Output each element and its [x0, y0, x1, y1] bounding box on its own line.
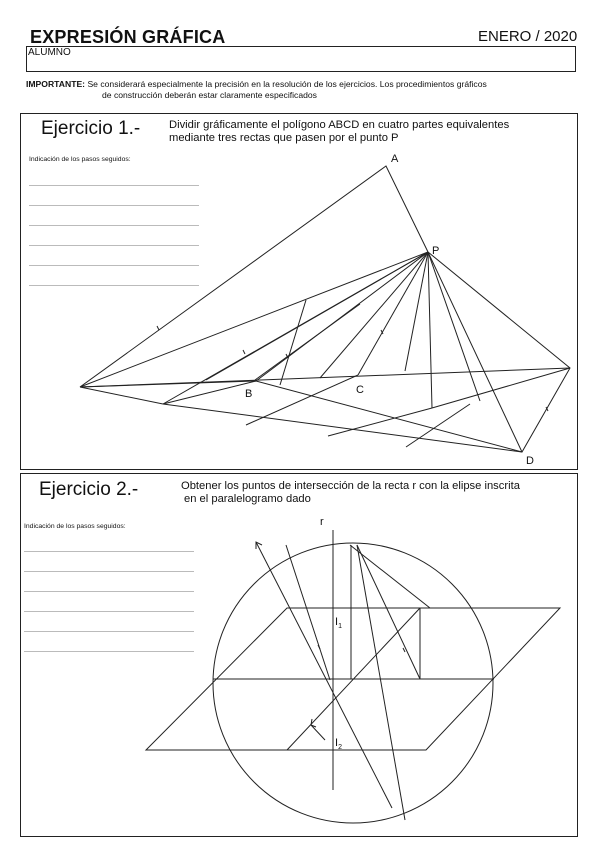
notice-label: IMPORTANTE:: [26, 79, 86, 89]
point-p-label: P: [432, 245, 440, 257]
exercise-1-title: Ejercicio 1.-: [41, 118, 141, 139]
exercise-1-statement-line-2: mediante tres rectas que pasen por el punto P: [169, 132, 399, 144]
exercise-2-statement-line-1: Obtener los puntos de intersección de la recta r con la elipse inscrita: [181, 480, 520, 492]
tick-marks: [157, 326, 548, 411]
exercise-2-figure: [146, 530, 560, 823]
point-c-label: C: [356, 384, 364, 396]
intersection-i2-label: $I_2$: [335, 737, 342, 751]
page-title: EXPRESIÓN GRÁFICA: [30, 27, 226, 47]
exercise-1-figure: [80, 166, 570, 452]
polygon-abcd: [80, 166, 570, 452]
line-r-label: r: [320, 516, 324, 528]
construction-circle: [213, 543, 493, 823]
point-a-label: A: [391, 153, 399, 165]
parallel-construction-lines: [80, 300, 570, 452]
baseline-ab: [80, 368, 570, 387]
notice-line-1: Se considerará especialmente la precisión en la resolución de los ejercicios. Los procedimientos gráficos: [87, 79, 487, 89]
exam-date: ENERO / 2020: [478, 28, 578, 45]
exercise-1-steps-label: Indicación de los pasos seguidos:: [29, 156, 131, 163]
exercise-2-title: Ejercicio 2.-: [39, 479, 139, 500]
exercise-2-steps-label: Indicación de los pasos seguidos:: [24, 523, 126, 530]
student-name-label: ALUMNO: [28, 47, 71, 58]
exercise-2-statement-line-2: en el paralelogramo dado: [184, 493, 311, 505]
notice-line-2: de construcción deberán estar claramente especificados: [102, 90, 317, 100]
point-d-label: D: [526, 455, 534, 467]
point-b-label: B: [245, 388, 253, 400]
exercise-1-statement-line-1: Dividir gráficamente el polígono ABCD en cuatro partes equivalentes: [169, 119, 510, 131]
intersection-i1-label: $I_1$: [335, 616, 342, 630]
